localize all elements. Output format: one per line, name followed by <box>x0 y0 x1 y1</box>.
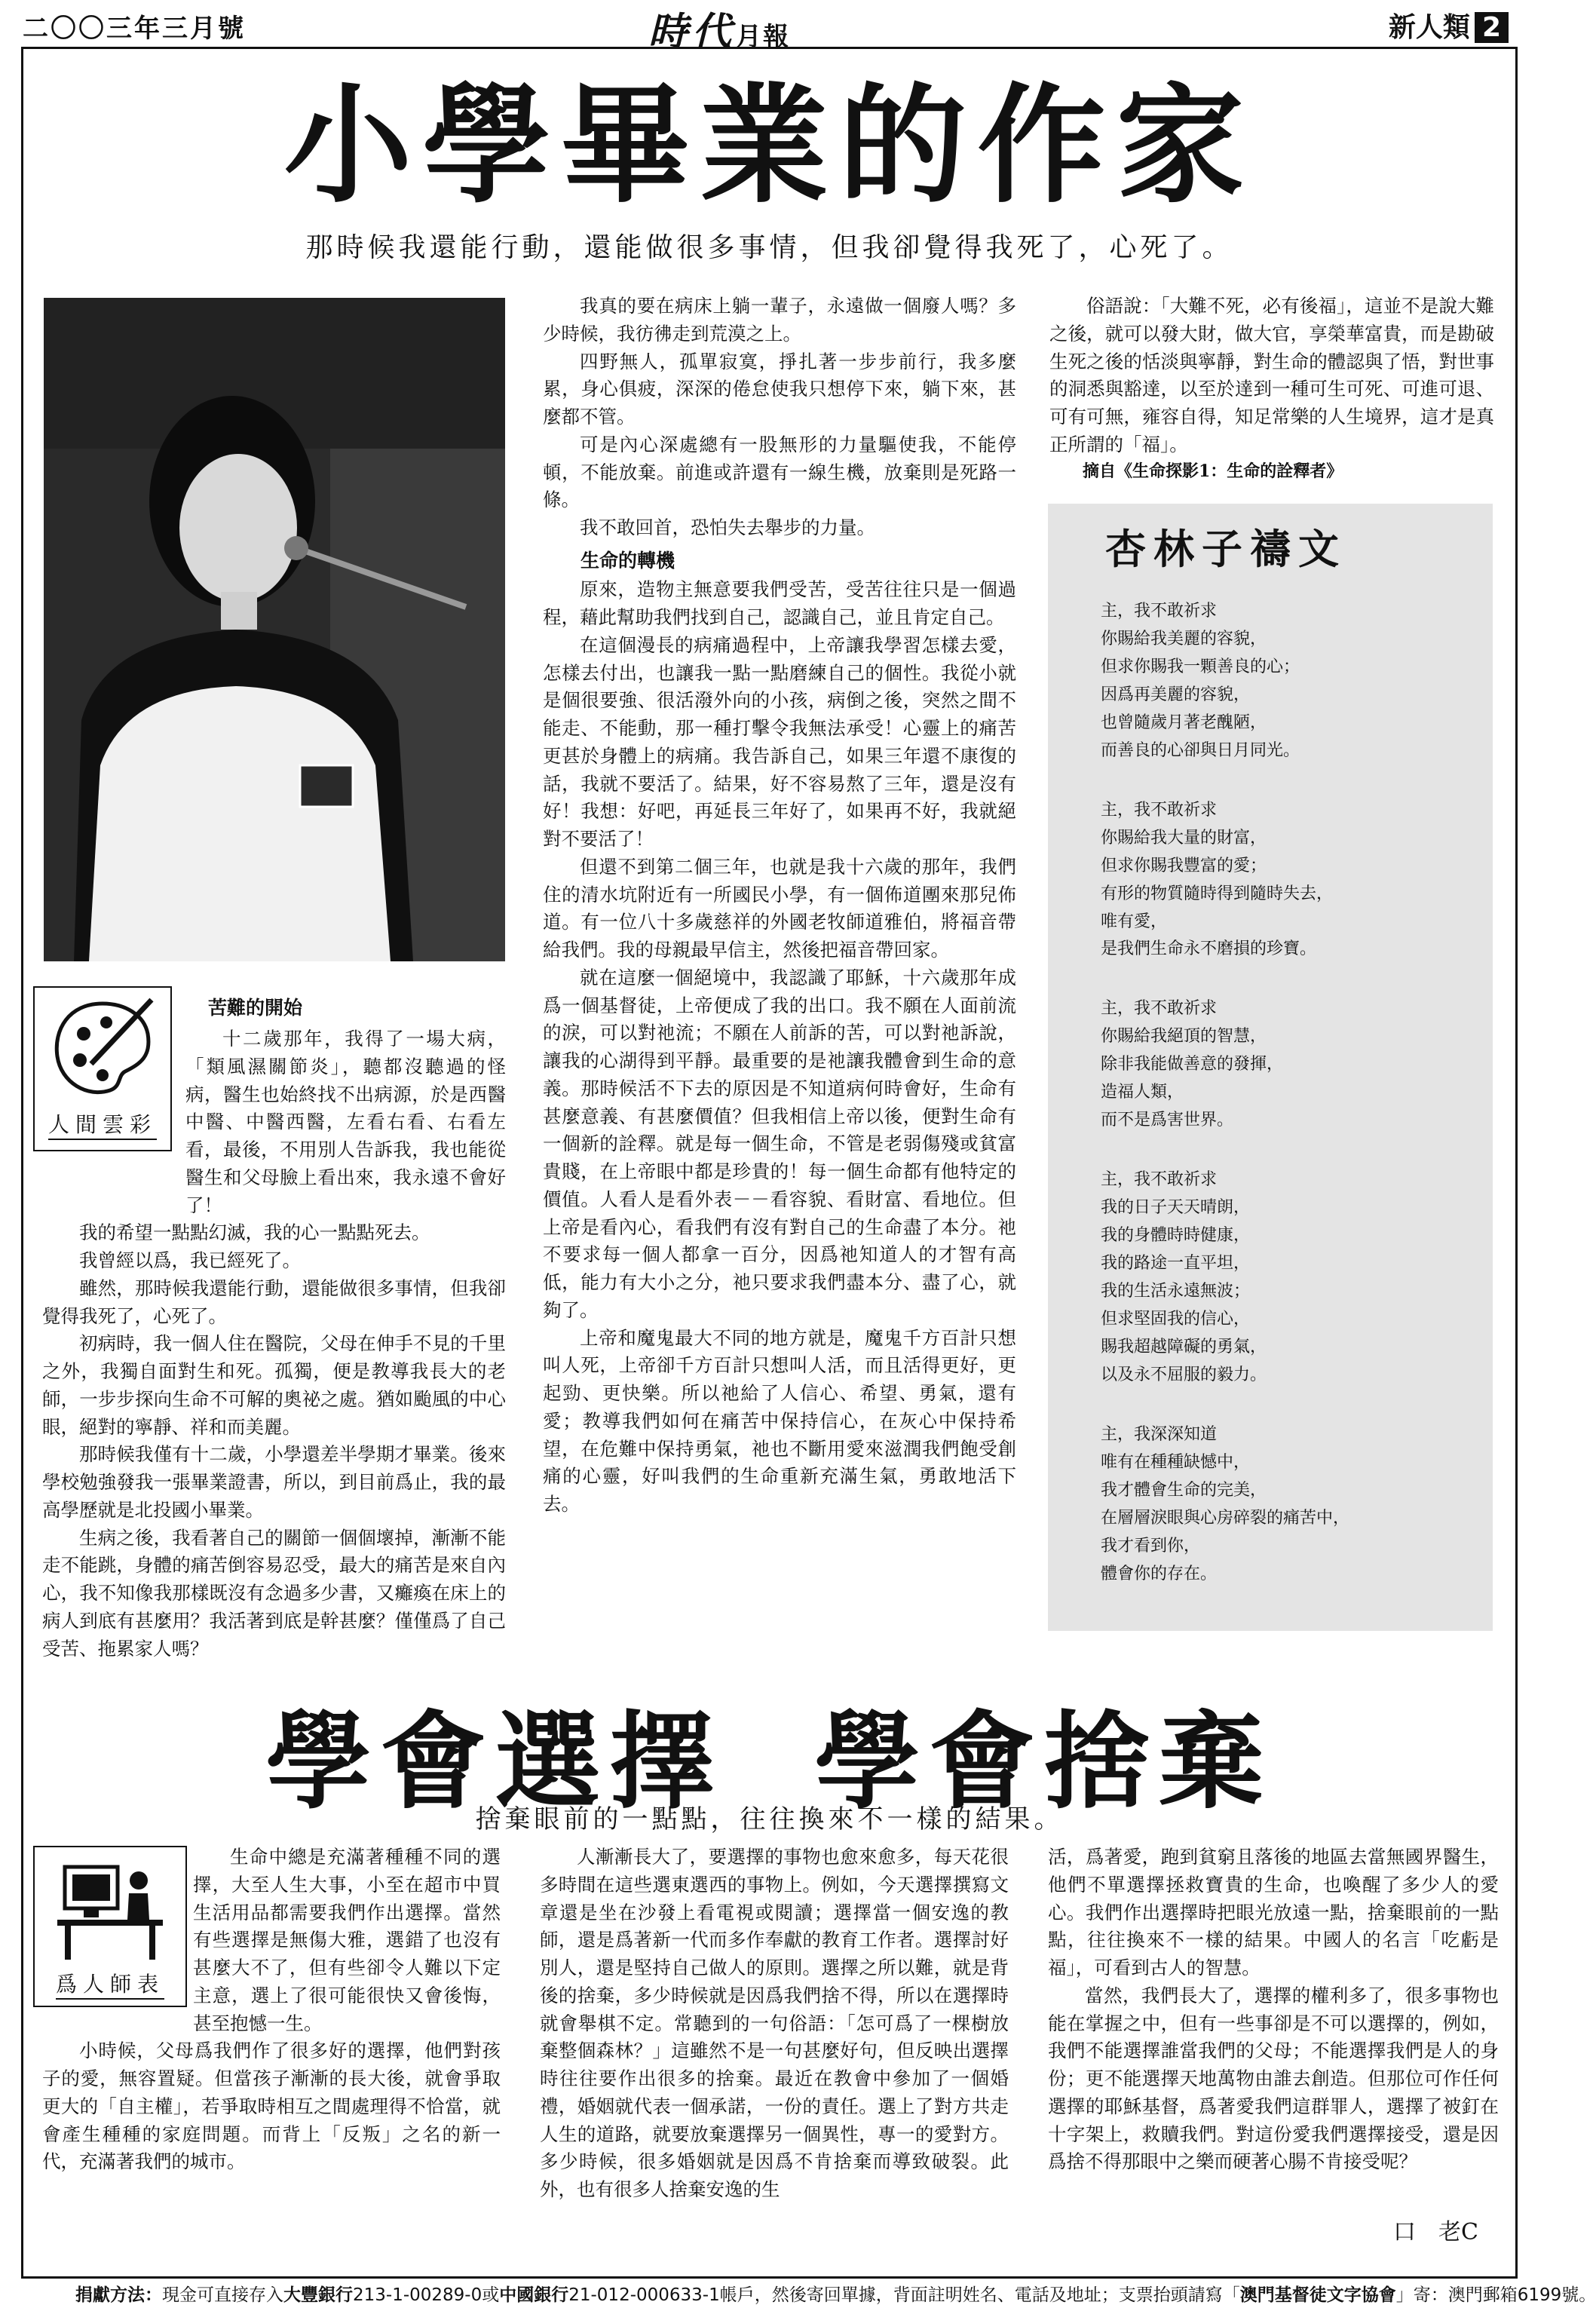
prayer-line: 我才看到你， <box>1101 1536 1201 1556</box>
article1-title: 小學畢業的作家 <box>283 70 1255 221</box>
masthead-title: 時代 <box>648 9 737 55</box>
article1-col2-p8: 就在這麼一個絕境中，我認識了耶穌，十六歲那年成爲一個基督徒，上帝便成了我的出口。我不願在人面前流的淚，可以對祂流；不願在人前訴的苦，可以對祂訴說，讓我的心湖得到平靜。最重要的是祂讓我體會到生命的意義。那時候活不下去的原因是不知道病何時會好，生命有甚麼意義、有甚麼價值？但我相信上帝以後，便對生命有一個新的詮釋。就是每一個生命，不管是老弱傷殘或貧富貴賤，在上帝眼中都是珍貴的！每一個生命都有他特定的價值。人看人是看外表－－看容貌、看財富、看地位。但上帝是看內心，看我們有沒有對自己的生命盡了本分。祂不要求每一個人都拿一百分，因爲祂知道人的才智有高低，能力有大小之分，祂只要求我們盡本分、盡了心，就夠了。 <box>543 966 1016 1321</box>
article2-col2 <box>540 1844 1009 2204</box>
article1-col2-p4: 我不敢回首，恐怕失去舉步的力量。 <box>580 516 875 538</box>
prayer-line: 主，我不敢祈求 <box>1101 1170 1218 1190</box>
prayer-line: 是我們生命永不磨損的珍寶。 <box>1101 939 1317 959</box>
prayer-line: 我的身體時時健康， <box>1101 1226 1251 1246</box>
article1-col2-p5: 原來，造物主無意要我們受苦，受苦往往只是一個過程，藉此幫助我們找到自己，認識自己，並且肯定自己。 <box>543 578 1016 628</box>
prayer-title: 杏林子禱文 <box>1105 525 1346 573</box>
author-photo-illustration <box>44 298 505 961</box>
article1-col1 <box>42 1025 506 1663</box>
prayer-stanza <box>1101 797 1493 964</box>
article1-subtitle: 那時候我還能行動，還能做很多事情，但我卻覺得我死了，心死了。 <box>305 232 1233 263</box>
donation-text-1: 現金可直接存入 <box>162 2285 283 2305</box>
article2-author: 口 老C <box>1393 2219 1478 2245</box>
donation-text-3: 」寄：澳門郵箱6199號。 <box>1395 2285 1596 2305</box>
prayer-line: 有形的物質隨時得到隨時失去， <box>1101 884 1334 903</box>
article2-col3-p2: 當然，我們長大了，選擇的權利多了，很多事物也能在掌握之中，但有一些事卻是不可以選擇的，例如，我們不能選擇誰當我們的父母；不能選擇我們是人的身份；更不能選擇天地萬物由誰去創造。但那位可作任何選擇的耶穌基督，爲著愛我們這群罪人，選擇了被釘在十字架上，救贖我們。對這份愛我們選擇接受，還是因爲捨不得那眼中之樂而硬著心腸不肯接受呢？ <box>1048 1984 1499 2173</box>
article2-col3-p1: 活，爲著愛，跑到貧窮且落後的地區去當無國界醫生，他們不單選擇拯救寶貴的生命，也喚醒了多少人的愛心。我們作出選擇時把眼光放遠一點，捨棄眼前的一點點，往往換來不一樣的結果。中國人的名言「吃虧是福」，可看到古人的智慧。 <box>1048 1846 1499 1979</box>
article1-col2-p9: 上帝和魔鬼最大不同的地方就是，魔鬼千方百計只想叫人死，上帝卻千方百計只想叫人活，而且活得更好，更起勁、更快樂。所以祂給了人信心、希望、勇氣，還有愛；教導我們如何在痛苦中保持信心，在灰心中保持希望，在危難中保持勇氣，祂也不斷用愛來滋潤我們飽受創痛的心靈，好叫我們的生命重新充滿生氣，勇敢地活下去。 <box>543 1326 1016 1515</box>
article2-title-part1: 學會選擇 <box>265 1700 724 1824</box>
article1-column-name: 人間雲彩 <box>48 1108 157 1140</box>
account-1: 213-1-00289-0 <box>353 2285 482 2305</box>
article1-heading-hardship: 苦難的開始 <box>208 997 303 1019</box>
prayer-line: 我的日子天天晴朗， <box>1101 1198 1251 1218</box>
prayer-line: 你賜給我絕頂的智慧， <box>1101 1027 1267 1047</box>
prayer-line: 主，我不敢祈求 <box>1101 800 1218 820</box>
prayer-stanza <box>1101 995 1493 1135</box>
prayer-line: 我的路途一直平坦， <box>1101 1254 1251 1274</box>
prayer-line: 而善良的心卻與日月同光。 <box>1101 740 1300 760</box>
prayer-line: 也曾隨歲月著老醜陋， <box>1101 713 1267 732</box>
article1-heading1-block <box>187 994 519 1025</box>
article1-col1-p5: 那時候我僅有十二歲，小學還差半學期才畢業。後來學校勉強發我一張畢業證書，所以，到目前爲止，我的最高學歷就是北投國小畢業。 <box>42 1443 506 1521</box>
article1-col3 <box>1049 293 1494 484</box>
prayer-line: 但求你賜我豐富的愛； <box>1101 856 1267 875</box>
organization-name: 澳門基督徒文字協會 <box>1239 2285 1396 2305</box>
article2-col1-p1: 小時候，父母爲我們作了很多好的選擇，他們對孩子的愛，無容置疑。但當孩子漸漸的長大後，就會爭取更大的「自主權」，若爭取時相互之間處理得不恰當，就會產生種種的家庭問題。而背上「反叛」之名的新一代，充滿著我們的城市。 <box>42 2040 501 2173</box>
donation-label: 捐獻方法： <box>75 2285 162 2305</box>
prayer-line: 以及永不屈服的毅力。 <box>1101 1365 1267 1384</box>
prayer-line: 但求堅固我的信心， <box>1101 1309 1251 1329</box>
prayer-line: 主，我深深知道 <box>1101 1424 1218 1444</box>
prayer-line: 體會你的存在。 <box>1101 1564 1218 1583</box>
issue-date: 二〇〇三年三月號 <box>23 14 246 44</box>
prayer-line: 唯有愛， <box>1101 912 1168 931</box>
article1-col2-p2: 四野無人，孤單寂寞，掙扎著一步步前行，我多麼累，身心俱疲，深深的倦怠使我只想停下來，躺下來，甚麼都不管。 <box>543 350 1016 428</box>
account-2: 21-012-000633-1 <box>568 2285 720 2305</box>
article1-col2-p1: 我真的要在病床上躺一輩子，永遠做一個廢人嗎？多少時候，我彷彿走到荒漠之上。 <box>543 295 1016 345</box>
prayer-stanza <box>1101 598 1493 765</box>
or-text: 或 <box>482 2285 500 2305</box>
prayer-line: 在層層淚眼與心房碎裂的痛苦中， <box>1101 1508 1350 1528</box>
prayer-line: 我的生活永遠無波； <box>1101 1282 1251 1301</box>
prayer-line: 但求你賜我一顆善良的心； <box>1101 657 1300 676</box>
section-name: 新人類 <box>1388 12 1470 43</box>
article1-col2-p6: 在這個漫長的病痛過程中，上帝讓我學習怎樣去愛，怎樣去付出，也讓我一點一點磨練自己的個性。我從小就是個很要強、很活潑外向的小孩，病倒之後，突然之間不能走、不能動，那一種打擊令我無法承受！心靈上的痛苦更甚於身體上的病痛。我告訴自己，如果三年還不康復的話，我就不要活了。結果，好不容易熬了三年，還是沒有好！我想：好吧，再延長三年好了，如果再不好，我就絕對不要活了！ <box>543 633 1016 850</box>
prayer-line: 主，我不敢祈求 <box>1101 999 1218 1019</box>
prayer-box <box>1048 504 1493 1631</box>
prayer-line: 你賜給我大量的財富， <box>1101 828 1267 847</box>
article2-col2-p1: 人漸漸長大了，要選擇的事物也愈來愈多，每天花很多時間在這些選東選西的事物上。例如，今天選擇撰寫文章還是坐在沙發上看電視或閱讀；選擇當一個安逸的教師，還是爲著新一代而多作奉獻的教育工作者。選擇討好別人，還是堅持自己做人的原則。選擇之所以難，就是背後的捨棄，多少時候就是因爲我們捨不得，所以在選擇時就會舉棋不定。常聽到的一句俗語：「怎可爲了一棵樹放棄整個森林？」這雖然不是一句甚麼好句，但反映出選擇時往往要作出很多的捨棄。最近在教會中參加了一個婚禮，婚姻就代表一個承諾，一份的責任。選上了對方共走人生的道路，就要放棄選擇另一個異性，專一的愛對方。多少時候，很多婚姻就是因爲不肯捨棄而導致破裂。此外，也有很多人捨棄安逸的生 <box>540 1846 1009 2200</box>
article2-title-part2: 學會捨棄 <box>814 1700 1273 1824</box>
article1-col2 <box>543 293 1016 1519</box>
article1-col1-p1: 我的希望一點點幻滅，我的心一點點死去。 <box>79 1221 430 1244</box>
bank-1: 大豐銀行 <box>283 2285 353 2305</box>
prayer-line: 造福人類， <box>1101 1083 1184 1102</box>
prayer-line: 賜我超越障礙的勇氣， <box>1101 1337 1267 1356</box>
prayer-line: 唯有在種種缺憾中， <box>1101 1452 1251 1472</box>
masthead-suffix: 月報 <box>736 22 791 52</box>
article2-subtitle: 捨棄眼前的一點點，往往換來不一樣的結果。 <box>475 1804 1064 1834</box>
prayer-stanza <box>1101 1166 1493 1390</box>
article1-col1-p3: 雖然，那時候我還能行動，還能做很多事情，但我卻覺得我死了，心死了。 <box>42 1277 506 1327</box>
article2-col1 <box>42 1844 501 2176</box>
prayer-line: 你賜給我美麗的容貌， <box>1101 629 1267 648</box>
prayer-body <box>1101 598 1493 1589</box>
author-photo <box>44 298 505 961</box>
donation-footer <box>75 2281 1596 2306</box>
article1-source: 摘自《生命探影1：生命的詮釋者》 <box>1083 461 1343 481</box>
article1-col3-p1: 俗語說：「大難不死，必有後福」，這並不是說大難之後，就可以發大財，做大官，享榮華富貴，而是勘破生死之後的恬淡與寧靜，對生命的體認與了悟，對世事的洞悉與豁達，以至於達到一種可生可死、可進可退、可有可無，雍容自得，知足常樂的人生境界，這才是真正所謂的「福」。 <box>1049 295 1494 455</box>
bank-2: 中國銀行 <box>499 2285 569 2305</box>
article1-wrap-paragraph: 十二歲那年，我得了一場大病，「類風濕關節炎」，聽都沒聽過的怪病，醫生也始終找不出病源，於是西醫中醫、中醫西醫，左看右看、右看左看，最後，不用別人告訴我，我也能從醫生和父母臉上看出來，我永遠不會好了！ <box>185 1028 506 1216</box>
article1-col1-p6: 生病之後，我看著自己的關節一個個壞掉，漸漸不能走不能跳，身體的痛苦倒容易忍受，最大的痛苦是來自內心，我不知像我那樣既沒有念過多少書，又癱瘓在床上的病人到底有甚麼用？我活著到底是幹甚麼？僅僅爲了自己受苦、拖累家人嗎？ <box>42 1526 506 1660</box>
prayer-line: 而不是爲害世界。 <box>1101 1111 1234 1130</box>
article1-col1-p4: 初病時，我一個人住在醫院，父母在伸手不見的千里之外，我獨自面對生和死。孤獨，便是教導我長大的老師，一步步探向生命不可解的奧祕之處。猶如颱風的中心眼，絕對的寧靜、祥和而美麗。 <box>42 1332 506 1438</box>
article2-col3 <box>1048 1844 1499 2176</box>
section-label <box>1389 6 1509 44</box>
article2-wrap-paragraph: 生命中總是充滿著種種不同的選擇，大至人生大事，小至在超市中買生活用品都需要我們作出選擇。當然有些選擇是無傷大雅，選錯了也沒有甚麼大不了，但有些卻令人難以下定主意，選上了很可能很快又會後悔，甚至抱憾一生。 <box>193 1846 501 2034</box>
article1-col2-p3: 可是內心深處總有一股無形的力量驅使我，不能停頓，不能放棄。前進或許還有一線生機，放棄則是死路一條。 <box>543 433 1016 511</box>
prayer-line: 因爲再美麗的容貌， <box>1101 685 1251 704</box>
prayer-line: 除非我能做善意的發揮， <box>1101 1055 1284 1074</box>
article1-heading-turning-point: 生命的轉機 <box>581 549 675 572</box>
article1-col1-p2: 我曾經以爲，我已經死了。 <box>79 1249 301 1271</box>
article2-column-name: 爲人師表 <box>56 1968 164 2000</box>
prayer-stanza <box>1101 1421 1493 1589</box>
article1-col2-p7: 但還不到第二個三年，也就是我十六歲的那年，我們住的清水坑附近有一所國民小學，有一個佈道團來那兒佈道。有一位八十多歲慈祥的外國老牧師道雅伯，將福音帶給我們。我的母親最早信主，然後把福音帶回家。 <box>543 855 1016 961</box>
page-number: 2 <box>1475 12 1509 43</box>
prayer-line: 主，我不敢祈求 <box>1101 602 1218 621</box>
prayer-line: 我才體會生命的完美， <box>1101 1480 1267 1500</box>
donation-text-2: 帳戶，然後寄回單據，背面註明姓名、電話及地址；支票抬頭請寫「 <box>719 2285 1240 2305</box>
